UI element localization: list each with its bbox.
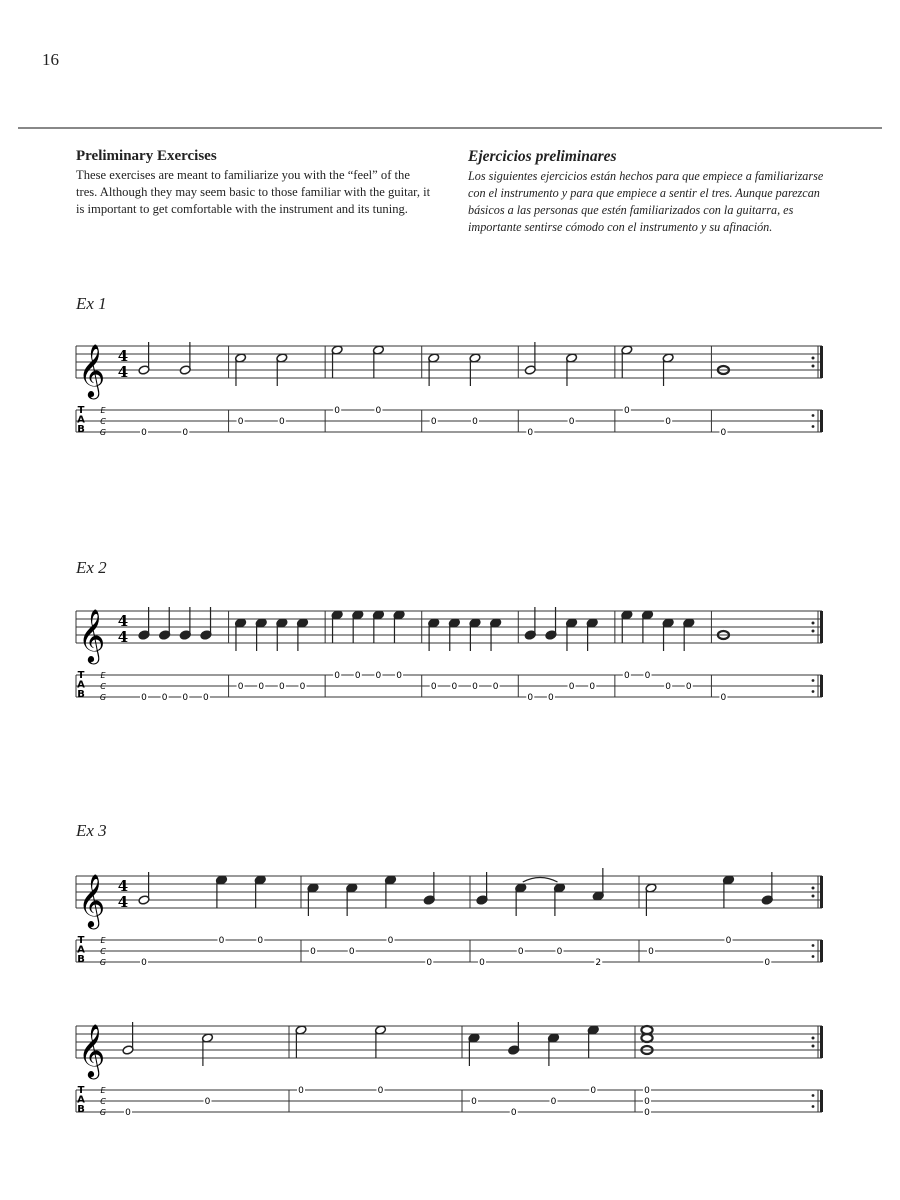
tab-repeat-dot [812, 679, 815, 682]
string-label-e: E [100, 1086, 106, 1095]
tab-repeat-dot [812, 414, 815, 417]
time-signature-bottom: 4 [117, 628, 129, 646]
tab-fret-number: 0 [648, 947, 654, 958]
tab-repeat-dot [812, 1105, 815, 1108]
tab-final-thick-bar [820, 410, 823, 432]
tab-final-thick-bar [820, 1090, 823, 1112]
tab-fret-number: 0 [257, 936, 264, 947]
tab-fret-number: 0 [348, 947, 355, 958]
string-label-e: E [100, 671, 106, 680]
header-divider [18, 127, 882, 129]
tab-fret-number: 0 [556, 947, 563, 958]
tab-letter-b: B [77, 1104, 85, 1115]
string-label-c: C [100, 682, 106, 691]
string-label-g: G [99, 428, 107, 437]
tab-repeat-dot [812, 944, 815, 947]
treble-clef: 𝄞 [78, 343, 106, 397]
string-label-g: G [99, 693, 107, 702]
english-intro [76, 148, 432, 218]
treble-clef: 𝄞 [78, 1023, 106, 1077]
string-label-g: G [99, 1108, 107, 1117]
tab-fret-number: 0 [141, 693, 147, 704]
time-signature-bottom: 4 [117, 363, 129, 381]
tab-fret-number: 0 [375, 406, 382, 417]
string-label-c: C [100, 947, 106, 956]
spanish-heading: Ejercicios preliminares [468, 148, 617, 165]
tab-fret-number: 0 [644, 671, 651, 682]
tab-fret-number: 0 [203, 693, 209, 704]
tab-fret-number: 0 [125, 1108, 131, 1119]
tab-fret-number: 0 [644, 1108, 650, 1119]
tab-fret-number: 0 [527, 428, 534, 439]
example-2-label: Ex 2 [76, 558, 107, 577]
tab-fret-number: 2 [595, 958, 602, 969]
tab-letter-a: A [77, 1094, 85, 1106]
example-1-label: Ex 1 [76, 294, 107, 313]
tab-fret-number: 0 [644, 1086, 650, 1097]
tab-fret-number: 0 [568, 417, 575, 428]
repeat-dot [812, 622, 815, 625]
tab-fret-number: 0 [568, 682, 575, 693]
tab-fret-number: 0 [182, 428, 189, 439]
string-label-c: C [100, 417, 106, 426]
tab-fret-number: 0 [471, 1097, 477, 1108]
tab-letter-a: A [77, 944, 85, 956]
tab-repeat-dot [812, 690, 815, 693]
tab-repeat-dot [812, 1094, 815, 1097]
tab-final-thick-bar [820, 675, 823, 697]
english-heading: Preliminary Exercises [76, 148, 217, 164]
treble-clef: 𝄞 [78, 873, 106, 927]
tab-fret-number: 0 [472, 417, 478, 428]
tab-fret-number: 0 [720, 693, 727, 704]
repeat-dot [812, 887, 815, 890]
repeat-dot [812, 1045, 815, 1048]
tab-fret-number: 0 [472, 682, 478, 693]
string-label-g: G [99, 958, 107, 967]
tab-fret-number: 0 [426, 958, 433, 969]
tab-fret-number: 0 [492, 682, 499, 693]
final-thick-bar [820, 1026, 823, 1058]
tab-fret-number: 0 [685, 682, 692, 693]
tab-fret-number: 0 [396, 671, 402, 682]
example-1-system-1 [0, 330, 900, 450]
tab-fret-number: 0 [510, 1108, 517, 1119]
tab-final-thick-bar [820, 940, 823, 962]
tab-fret-number: 0 [334, 406, 341, 417]
tab-fret-number: 0 [764, 958, 771, 969]
tab-letter-t: T [77, 670, 85, 681]
string-label-c: C [100, 1097, 106, 1106]
tab-fret-number: 0 [278, 417, 285, 428]
string-label-e: E [100, 406, 106, 415]
tab-fret-number: 0 [141, 958, 147, 969]
time-signature-top: 4 [117, 347, 129, 365]
spanish-body: Los siguientes ejercicios están hechos para que empiece a familiarizarse con el instrumento y para que empiece a sentir el tres. Aunque parezcan básicos a las personas que estén familiarizados con la guitarra, es importante sentirse cómodo con el instrumento y su afinación. [468, 169, 824, 234]
example-3-system-1 [0, 860, 900, 980]
english-body: These exercises are meant to familiarize you with the “feel” of the tres. Although they may seem basic to those familiar with the guitar, it is important to get comfortable with the instrument and its tuning. [76, 168, 431, 216]
repeat-dot [812, 630, 815, 633]
tab-fret-number: 0 [517, 947, 524, 958]
tab-fret-number: 0 [725, 936, 732, 947]
tab-fret-number: 0 [237, 682, 244, 693]
tab-fret-number: 0 [479, 958, 485, 969]
tab-fret-number: 0 [665, 682, 672, 693]
final-thick-bar [820, 876, 823, 908]
tab-letter-a: A [77, 414, 85, 426]
tab-fret-number: 0 [161, 693, 168, 704]
tab-letter-t: T [77, 405, 85, 416]
tab-repeat-dot [812, 955, 815, 958]
tab-fret-number: 0 [451, 682, 458, 693]
tab-fret-number: 0 [665, 417, 672, 428]
tab-letter-b: B [77, 424, 85, 435]
tab-fret-number: 0 [310, 947, 316, 958]
page-number: 16 [42, 50, 59, 69]
tab-fret-number: 0 [430, 682, 437, 693]
example-3-system-2 [0, 1010, 900, 1130]
tab-fret-number: 0 [141, 428, 147, 439]
repeat-dot [812, 365, 815, 368]
time-signature-top: 4 [117, 877, 129, 895]
tab-fret-number: 0 [430, 417, 437, 428]
tab-fret-number: 0 [527, 693, 534, 704]
example-2-system-1 [0, 595, 900, 715]
tab-fret-number: 0 [644, 1097, 650, 1108]
tab-fret-number: 0 [204, 1097, 211, 1108]
repeat-dot [812, 1037, 815, 1040]
repeat-dot [812, 895, 815, 898]
tab-fret-number: 0 [387, 936, 394, 947]
string-label-e: E [100, 936, 106, 945]
final-thick-bar [820, 611, 823, 643]
note-head [641, 1034, 652, 1042]
tab-repeat-dot [812, 425, 815, 428]
time-signature-bottom: 4 [117, 893, 129, 911]
tab-fret-number: 0 [354, 671, 361, 682]
tab-fret-number: 0 [590, 1086, 597, 1097]
tab-letter-b: B [77, 954, 85, 965]
example-3-label: Ex 3 [76, 821, 107, 840]
tab-fret-number: 0 [550, 1097, 557, 1108]
tab-fret-number: 0 [623, 671, 630, 682]
treble-clef: 𝄞 [78, 608, 106, 662]
final-thick-bar [820, 346, 823, 378]
tab-letter-t: T [77, 935, 85, 946]
tab-fret-number: 0 [237, 417, 244, 428]
tab-letter-b: B [77, 689, 85, 700]
tab-fret-number: 0 [218, 936, 225, 947]
tab-fret-number: 0 [298, 1086, 304, 1097]
tab-fret-number: 0 [377, 1086, 384, 1097]
tab-letter-a: A [77, 679, 85, 691]
time-signature-top: 4 [117, 612, 129, 630]
tab-fret-number: 0 [299, 682, 306, 693]
tab-fret-number: 0 [720, 428, 727, 439]
tie [523, 878, 558, 883]
tab-fret-number: 0 [589, 682, 596, 693]
note-head [641, 1026, 652, 1034]
tab-fret-number: 0 [548, 693, 554, 704]
tab-fret-number: 0 [258, 682, 265, 693]
tab-letter-t: T [77, 1085, 85, 1096]
tab-fret-number: 0 [182, 693, 189, 704]
tab-fret-number: 0 [623, 406, 630, 417]
spanish-intro [468, 148, 824, 236]
repeat-dot [812, 357, 815, 360]
tab-fret-number: 0 [278, 682, 285, 693]
tab-fret-number: 0 [375, 671, 382, 682]
tab-fret-number: 0 [334, 671, 341, 682]
